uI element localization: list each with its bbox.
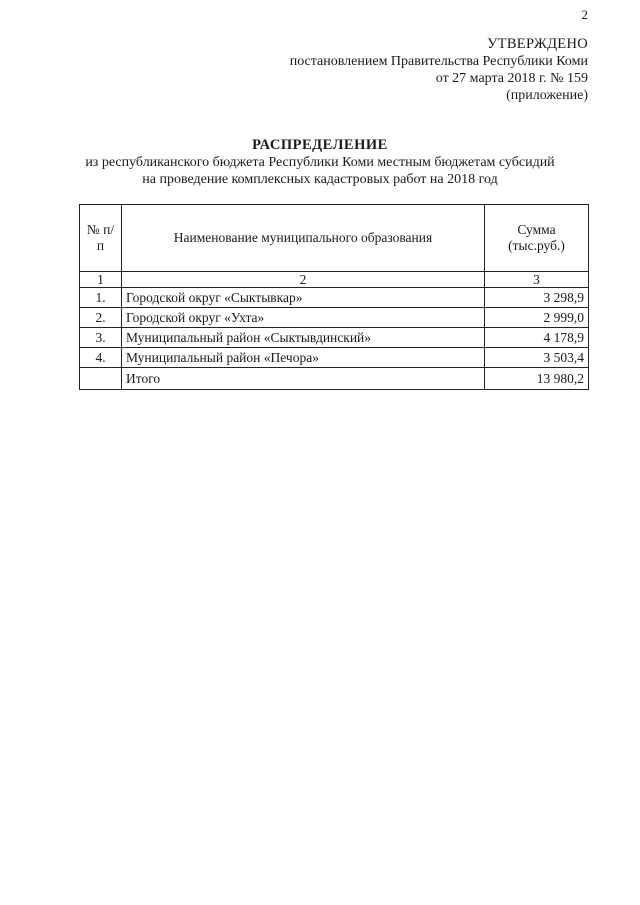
- row-name: Городской округ «Сыктывкар»: [122, 288, 485, 308]
- table-total-row: [80, 368, 589, 390]
- table-row: [80, 288, 589, 308]
- header-name: Наименование муниципального образования: [122, 205, 485, 272]
- table-row: [80, 328, 589, 348]
- row-sum: 2 999,0: [485, 308, 589, 328]
- row-name: Городской округ «Ухта»: [122, 308, 485, 328]
- approval-authority: постановлением Правительства Республики Коми: [289, 54, 588, 69]
- total-num: [80, 368, 122, 390]
- index-cell: 2: [122, 272, 485, 288]
- document-subtitle-line1: из республиканского бюджета Республики Коми местным бюджетам субсидий: [85, 155, 555, 170]
- table-index-row: [80, 272, 589, 288]
- row-num: 1.: [80, 288, 122, 308]
- row-sum: 3 503,4: [485, 348, 589, 368]
- document-heading: [0, 137, 640, 188]
- row-sum: 3 298,9: [485, 288, 589, 308]
- document-subtitle-line2: на проведение комплексных кадастровых работ на 2018 год: [142, 172, 498, 187]
- header-num: № п/п: [80, 205, 122, 272]
- total-sum: 13 980,2: [485, 368, 589, 390]
- table-header-row: [80, 205, 589, 272]
- index-cell: 3: [485, 272, 589, 288]
- approval-stamp: [290, 36, 588, 104]
- document-title: РАСПРЕДЕЛЕНИЕ: [252, 137, 388, 153]
- row-num: 3.: [80, 328, 122, 348]
- header-sum: Сумма (тыс.руб.): [485, 205, 589, 272]
- row-name: Муниципальный район «Печора»: [122, 348, 485, 368]
- row-num: 2.: [80, 308, 122, 328]
- row-sum: 4 178,9: [485, 328, 589, 348]
- approval-date: от 27 марта 2018 г. № 159: [435, 71, 588, 86]
- row-name: Муниципальный район «Сыктывдинский»: [122, 328, 485, 348]
- table-row: [80, 308, 589, 328]
- approval-appendix: (приложение): [506, 88, 588, 103]
- row-num: 4.: [80, 348, 122, 368]
- approval-title: УТВЕРЖДЕНО: [487, 36, 588, 52]
- index-cell: 1: [80, 272, 122, 288]
- table-row: [80, 348, 589, 368]
- page-number: 2: [581, 7, 588, 22]
- total-label: Итого: [122, 368, 485, 390]
- distribution-table: [79, 204, 589, 390]
